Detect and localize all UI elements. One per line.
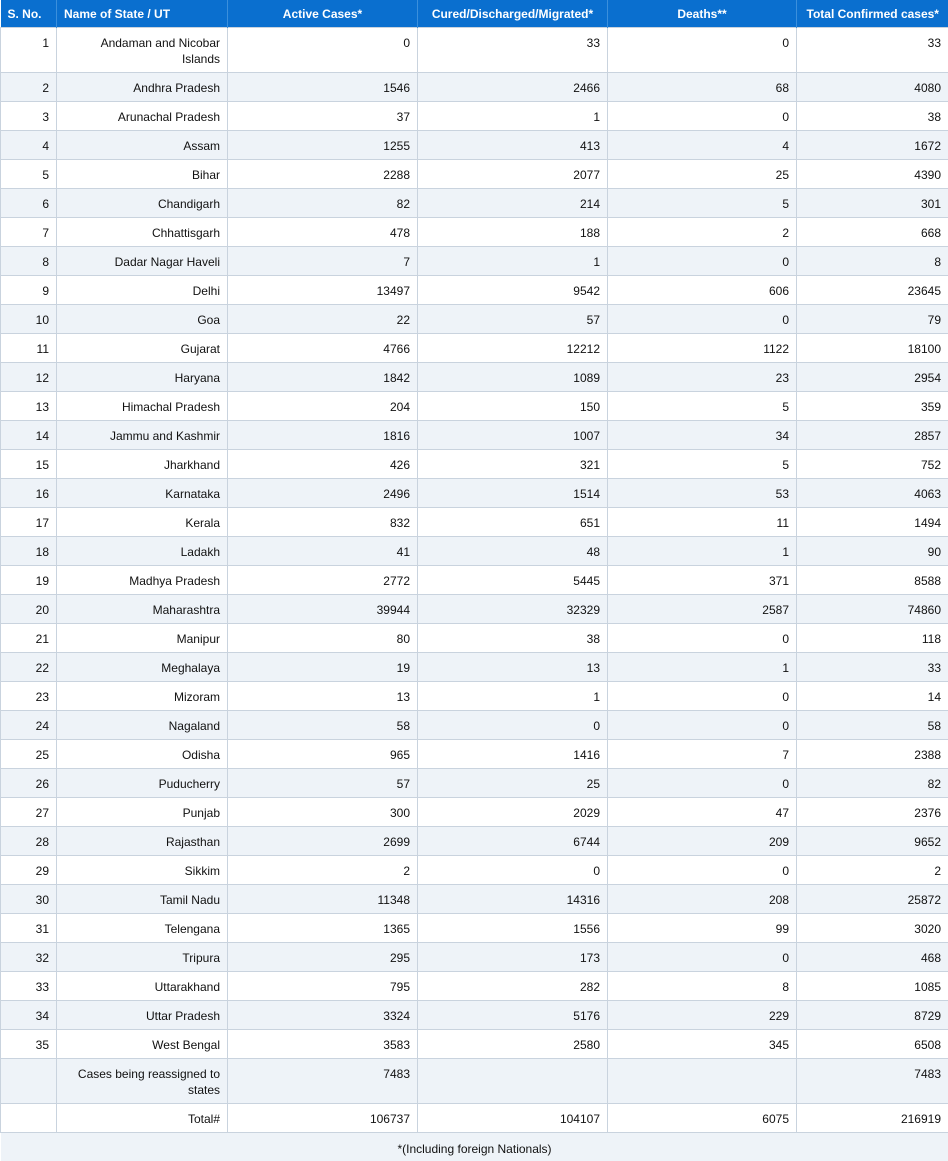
cell-total: 33	[797, 28, 948, 73]
cell-deaths: 68	[608, 73, 797, 102]
cell-active: 832	[228, 508, 418, 537]
cell-total: 359	[797, 392, 948, 421]
cell-active: 41	[228, 537, 418, 566]
cell-state: Chhattisgarh	[57, 218, 228, 247]
table-row	[1, 624, 948, 653]
cell-cured: 1	[418, 247, 608, 276]
cell-active: 13497	[228, 276, 418, 305]
cell-active: 11348	[228, 885, 418, 914]
table-row	[1, 131, 948, 160]
table-row	[1, 943, 948, 972]
cell-deaths: 5	[608, 392, 797, 421]
cell-deaths: 1	[608, 653, 797, 682]
table-row	[1, 769, 948, 798]
cell-total: 668	[797, 218, 948, 247]
cell-active: 1546	[228, 73, 418, 102]
cell-total: 18100	[797, 334, 948, 363]
cell-total: 25872	[797, 885, 948, 914]
cell-active: 2288	[228, 160, 418, 189]
cell-active: 39944	[228, 595, 418, 624]
table-row	[1, 102, 948, 131]
cell-cured: 214	[418, 189, 608, 218]
cell-active: 3583	[228, 1030, 418, 1059]
header-sno: S. No.	[1, 0, 57, 28]
cell-active: 37	[228, 102, 418, 131]
cell-state: Andaman and Nicobar Islands	[57, 28, 228, 73]
cell-active: 295	[228, 943, 418, 972]
cell-deaths: 0	[608, 711, 797, 740]
cell-active: 2	[228, 856, 418, 885]
cell-active: 478	[228, 218, 418, 247]
cell-active: 1842	[228, 363, 418, 392]
cell-state: Kerala	[57, 508, 228, 537]
cell-cured: 188	[418, 218, 608, 247]
cell-deaths: 0	[608, 247, 797, 276]
cell-deaths: 371	[608, 566, 797, 595]
table-header	[1, 0, 948, 28]
cell-total: 14	[797, 682, 948, 711]
cell-active: 3324	[228, 1001, 418, 1030]
cell-sno	[1, 1104, 57, 1133]
table-row	[1, 711, 948, 740]
cell-deaths: 25	[608, 160, 797, 189]
header-state: Name of State / UT	[57, 0, 228, 28]
table-row	[1, 1104, 948, 1133]
table-row	[1, 160, 948, 189]
cell-state: Punjab	[57, 798, 228, 827]
cell-sno: 1	[1, 28, 57, 73]
cell-state: Uttarakhand	[57, 972, 228, 1001]
cell-deaths: 5	[608, 450, 797, 479]
cell-sno: 30	[1, 885, 57, 914]
cell-sno: 31	[1, 914, 57, 943]
cell-state: Total#	[57, 1104, 228, 1133]
cell-deaths: 1122	[608, 334, 797, 363]
cell-cured: 2077	[418, 160, 608, 189]
cell-deaths: 0	[608, 102, 797, 131]
cell-total: 58	[797, 711, 948, 740]
cell-active: 300	[228, 798, 418, 827]
table-row	[1, 566, 948, 595]
cell-sno: 28	[1, 827, 57, 856]
cell-sno: 6	[1, 189, 57, 218]
cell-cured: 651	[418, 508, 608, 537]
cell-state: Dadar Nagar Haveli	[57, 247, 228, 276]
cell-state: Manipur	[57, 624, 228, 653]
cell-cured: 33	[418, 28, 608, 73]
cell-active: 426	[228, 450, 418, 479]
cell-state: Himachal Pradesh	[57, 392, 228, 421]
table-row	[1, 537, 948, 566]
cell-total: 468	[797, 943, 948, 972]
cell-active: 204	[228, 392, 418, 421]
cell-deaths: 0	[608, 682, 797, 711]
table-row	[1, 450, 948, 479]
cell-state: Puducherry	[57, 769, 228, 798]
cell-total: 9652	[797, 827, 948, 856]
table-row	[1, 334, 948, 363]
cell-cured: 32329	[418, 595, 608, 624]
cell-cured: 282	[418, 972, 608, 1001]
cell-deaths: 1	[608, 537, 797, 566]
cell-active: 19	[228, 653, 418, 682]
cell-state: Tamil Nadu	[57, 885, 228, 914]
cell-state: Gujarat	[57, 334, 228, 363]
cell-cured: 1514	[418, 479, 608, 508]
cell-sno: 26	[1, 769, 57, 798]
cell-total: 7483	[797, 1059, 948, 1104]
cell-total: 2376	[797, 798, 948, 827]
cell-cured: 57	[418, 305, 608, 334]
cell-state: Mizoram	[57, 682, 228, 711]
cell-sno: 33	[1, 972, 57, 1001]
cell-active: 7	[228, 247, 418, 276]
cell-total: 6508	[797, 1030, 948, 1059]
cell-deaths: 0	[608, 943, 797, 972]
table-row	[1, 653, 948, 682]
cell-active: 22	[228, 305, 418, 334]
cell-total: 38	[797, 102, 948, 131]
cell-state: Andhra Pradesh	[57, 73, 228, 102]
cell-cured: 1007	[418, 421, 608, 450]
cell-sno: 19	[1, 566, 57, 595]
cell-state: Nagaland	[57, 711, 228, 740]
table-row	[1, 972, 948, 1001]
header-active: Active Cases*	[228, 0, 418, 28]
table-row	[1, 247, 948, 276]
table-row	[1, 276, 948, 305]
cell-state: Karnataka	[57, 479, 228, 508]
header-deaths: Deaths**	[608, 0, 797, 28]
table-row	[1, 740, 948, 769]
cell-cured: 321	[418, 450, 608, 479]
cell-cured: 1416	[418, 740, 608, 769]
cell-deaths: 23	[608, 363, 797, 392]
cell-total: 301	[797, 189, 948, 218]
cell-active: 82	[228, 189, 418, 218]
cell-sno: 32	[1, 943, 57, 972]
table-row	[1, 421, 948, 450]
cell-state: Madhya Pradesh	[57, 566, 228, 595]
cell-active: 0	[228, 28, 418, 73]
cell-state: Assam	[57, 131, 228, 160]
cell-total: 2	[797, 856, 948, 885]
cell-active: 965	[228, 740, 418, 769]
cell-total: 90	[797, 537, 948, 566]
cell-deaths	[608, 1059, 797, 1104]
cell-deaths: 6075	[608, 1104, 797, 1133]
cell-cured: 173	[418, 943, 608, 972]
cell-state: Tripura	[57, 943, 228, 972]
cell-sno: 34	[1, 1001, 57, 1030]
cell-state: Arunachal Pradesh	[57, 102, 228, 131]
cell-state: Delhi	[57, 276, 228, 305]
cell-total: 2857	[797, 421, 948, 450]
cell-cured: 6744	[418, 827, 608, 856]
table-row	[1, 914, 948, 943]
cell-active: 57	[228, 769, 418, 798]
cell-sno: 10	[1, 305, 57, 334]
cell-cured: 1089	[418, 363, 608, 392]
cell-deaths: 0	[608, 769, 797, 798]
cell-active: 58	[228, 711, 418, 740]
cell-sno: 35	[1, 1030, 57, 1059]
cell-state: Ladakh	[57, 537, 228, 566]
cell-sno: 21	[1, 624, 57, 653]
cell-active: 4766	[228, 334, 418, 363]
cell-active: 2496	[228, 479, 418, 508]
cell-cured: 12212	[418, 334, 608, 363]
table-body	[1, 28, 948, 1133]
cell-deaths: 2587	[608, 595, 797, 624]
cell-sno: 25	[1, 740, 57, 769]
table-row	[1, 305, 948, 334]
cell-deaths: 0	[608, 624, 797, 653]
table-row	[1, 1001, 948, 1030]
table-row	[1, 1030, 948, 1059]
cell-sno: 4	[1, 131, 57, 160]
cell-total: 23645	[797, 276, 948, 305]
cell-deaths: 0	[608, 856, 797, 885]
cell-deaths: 208	[608, 885, 797, 914]
cell-sno: 27	[1, 798, 57, 827]
cell-active: 7483	[228, 1059, 418, 1104]
table-row	[1, 595, 948, 624]
cell-state: Rajasthan	[57, 827, 228, 856]
cell-total: 8588	[797, 566, 948, 595]
cell-deaths: 0	[608, 28, 797, 73]
cell-sno: 7	[1, 218, 57, 247]
cell-cured: 48	[418, 537, 608, 566]
cell-total: 2954	[797, 363, 948, 392]
cell-state: Sikkim	[57, 856, 228, 885]
cell-total: 752	[797, 450, 948, 479]
cell-total: 1672	[797, 131, 948, 160]
cell-cured: 150	[418, 392, 608, 421]
cell-total: 3020	[797, 914, 948, 943]
cell-cured: 1556	[418, 914, 608, 943]
cell-total: 79	[797, 305, 948, 334]
table-row	[1, 827, 948, 856]
cell-sno: 5	[1, 160, 57, 189]
table-row	[1, 682, 948, 711]
cell-cured: 2580	[418, 1030, 608, 1059]
cell-sno: 17	[1, 508, 57, 537]
cell-state: West Bengal	[57, 1030, 228, 1059]
cell-state: Haryana	[57, 363, 228, 392]
cell-active: 2772	[228, 566, 418, 595]
cell-total: 82	[797, 769, 948, 798]
cell-deaths: 209	[608, 827, 797, 856]
cell-sno: 15	[1, 450, 57, 479]
cell-active: 795	[228, 972, 418, 1001]
cell-state: Bihar	[57, 160, 228, 189]
cell-deaths: 606	[608, 276, 797, 305]
cell-total: 1494	[797, 508, 948, 537]
cell-state: Jammu and Kashmir	[57, 421, 228, 450]
table-row	[1, 392, 948, 421]
cell-cured: 0	[418, 711, 608, 740]
cell-sno: 20	[1, 595, 57, 624]
cell-total: 33	[797, 653, 948, 682]
cell-active: 1255	[228, 131, 418, 160]
table-row	[1, 73, 948, 102]
cell-cured: 5176	[418, 1001, 608, 1030]
header-cured: Cured/Discharged/Migrated*	[418, 0, 608, 28]
table-row	[1, 798, 948, 827]
cell-sno: 14	[1, 421, 57, 450]
table-row	[1, 363, 948, 392]
table-row	[1, 885, 948, 914]
cell-cured: 14316	[418, 885, 608, 914]
cell-active: 1816	[228, 421, 418, 450]
footnote: *(Including foreign Nationals)	[1, 1133, 948, 1161]
cell-sno: 24	[1, 711, 57, 740]
cell-state: Cases being reassigned to states	[57, 1059, 228, 1104]
cell-state: Uttar Pradesh	[57, 1001, 228, 1030]
cell-cured: 25	[418, 769, 608, 798]
cell-deaths: 7	[608, 740, 797, 769]
cell-deaths: 229	[608, 1001, 797, 1030]
cell-total: 2388	[797, 740, 948, 769]
cell-cured	[418, 1059, 608, 1104]
cell-deaths: 5	[608, 189, 797, 218]
table-row	[1, 218, 948, 247]
table-row	[1, 856, 948, 885]
cell-cured: 9542	[418, 276, 608, 305]
cell-cured: 2029	[418, 798, 608, 827]
cell-state: Odisha	[57, 740, 228, 769]
cell-sno: 16	[1, 479, 57, 508]
cell-cured: 413	[418, 131, 608, 160]
cell-cured: 5445	[418, 566, 608, 595]
cell-sno	[1, 1059, 57, 1104]
cell-total: 4080	[797, 73, 948, 102]
table-row	[1, 1059, 948, 1104]
cell-sno: 12	[1, 363, 57, 392]
cell-sno: 9	[1, 276, 57, 305]
cell-deaths: 345	[608, 1030, 797, 1059]
cell-sno: 22	[1, 653, 57, 682]
cell-deaths: 4	[608, 131, 797, 160]
cell-active: 13	[228, 682, 418, 711]
table-row	[1, 189, 948, 218]
cell-total: 4063	[797, 479, 948, 508]
cell-active: 106737	[228, 1104, 418, 1133]
cell-active: 2699	[228, 827, 418, 856]
cell-sno: 8	[1, 247, 57, 276]
cell-total: 4390	[797, 160, 948, 189]
cell-cured: 104107	[418, 1104, 608, 1133]
cell-cured: 2466	[418, 73, 608, 102]
cell-total: 8	[797, 247, 948, 276]
cell-sno: 18	[1, 537, 57, 566]
cell-total: 216919	[797, 1104, 948, 1133]
cell-total: 118	[797, 624, 948, 653]
cell-deaths: 99	[608, 914, 797, 943]
cell-total: 1085	[797, 972, 948, 1001]
table-row	[1, 479, 948, 508]
table-row	[1, 28, 948, 73]
cell-deaths: 53	[608, 479, 797, 508]
cell-state: Goa	[57, 305, 228, 334]
cell-cured: 1	[418, 102, 608, 131]
cell-deaths: 8	[608, 972, 797, 1001]
cell-cured: 38	[418, 624, 608, 653]
cell-state: Meghalaya	[57, 653, 228, 682]
cell-deaths: 2	[608, 218, 797, 247]
cell-sno: 23	[1, 682, 57, 711]
cell-sno: 11	[1, 334, 57, 363]
cell-sno: 3	[1, 102, 57, 131]
cell-state: Chandigarh	[57, 189, 228, 218]
cell-state: Maharashtra	[57, 595, 228, 624]
cell-deaths: 11	[608, 508, 797, 537]
cell-sno: 29	[1, 856, 57, 885]
cell-cured: 13	[418, 653, 608, 682]
table-row	[1, 508, 948, 537]
cell-state: Telengana	[57, 914, 228, 943]
cell-total: 74860	[797, 595, 948, 624]
cell-sno: 2	[1, 73, 57, 102]
cell-sno: 13	[1, 392, 57, 421]
cell-deaths: 47	[608, 798, 797, 827]
cell-total: 8729	[797, 1001, 948, 1030]
cell-active: 1365	[228, 914, 418, 943]
cell-cured: 0	[418, 856, 608, 885]
cell-deaths: 0	[608, 305, 797, 334]
cell-cured: 1	[418, 682, 608, 711]
header-total: Total Confirmed cases*	[797, 0, 948, 28]
cell-active: 80	[228, 624, 418, 653]
cell-deaths: 34	[608, 421, 797, 450]
cell-state: Jharkhand	[57, 450, 228, 479]
